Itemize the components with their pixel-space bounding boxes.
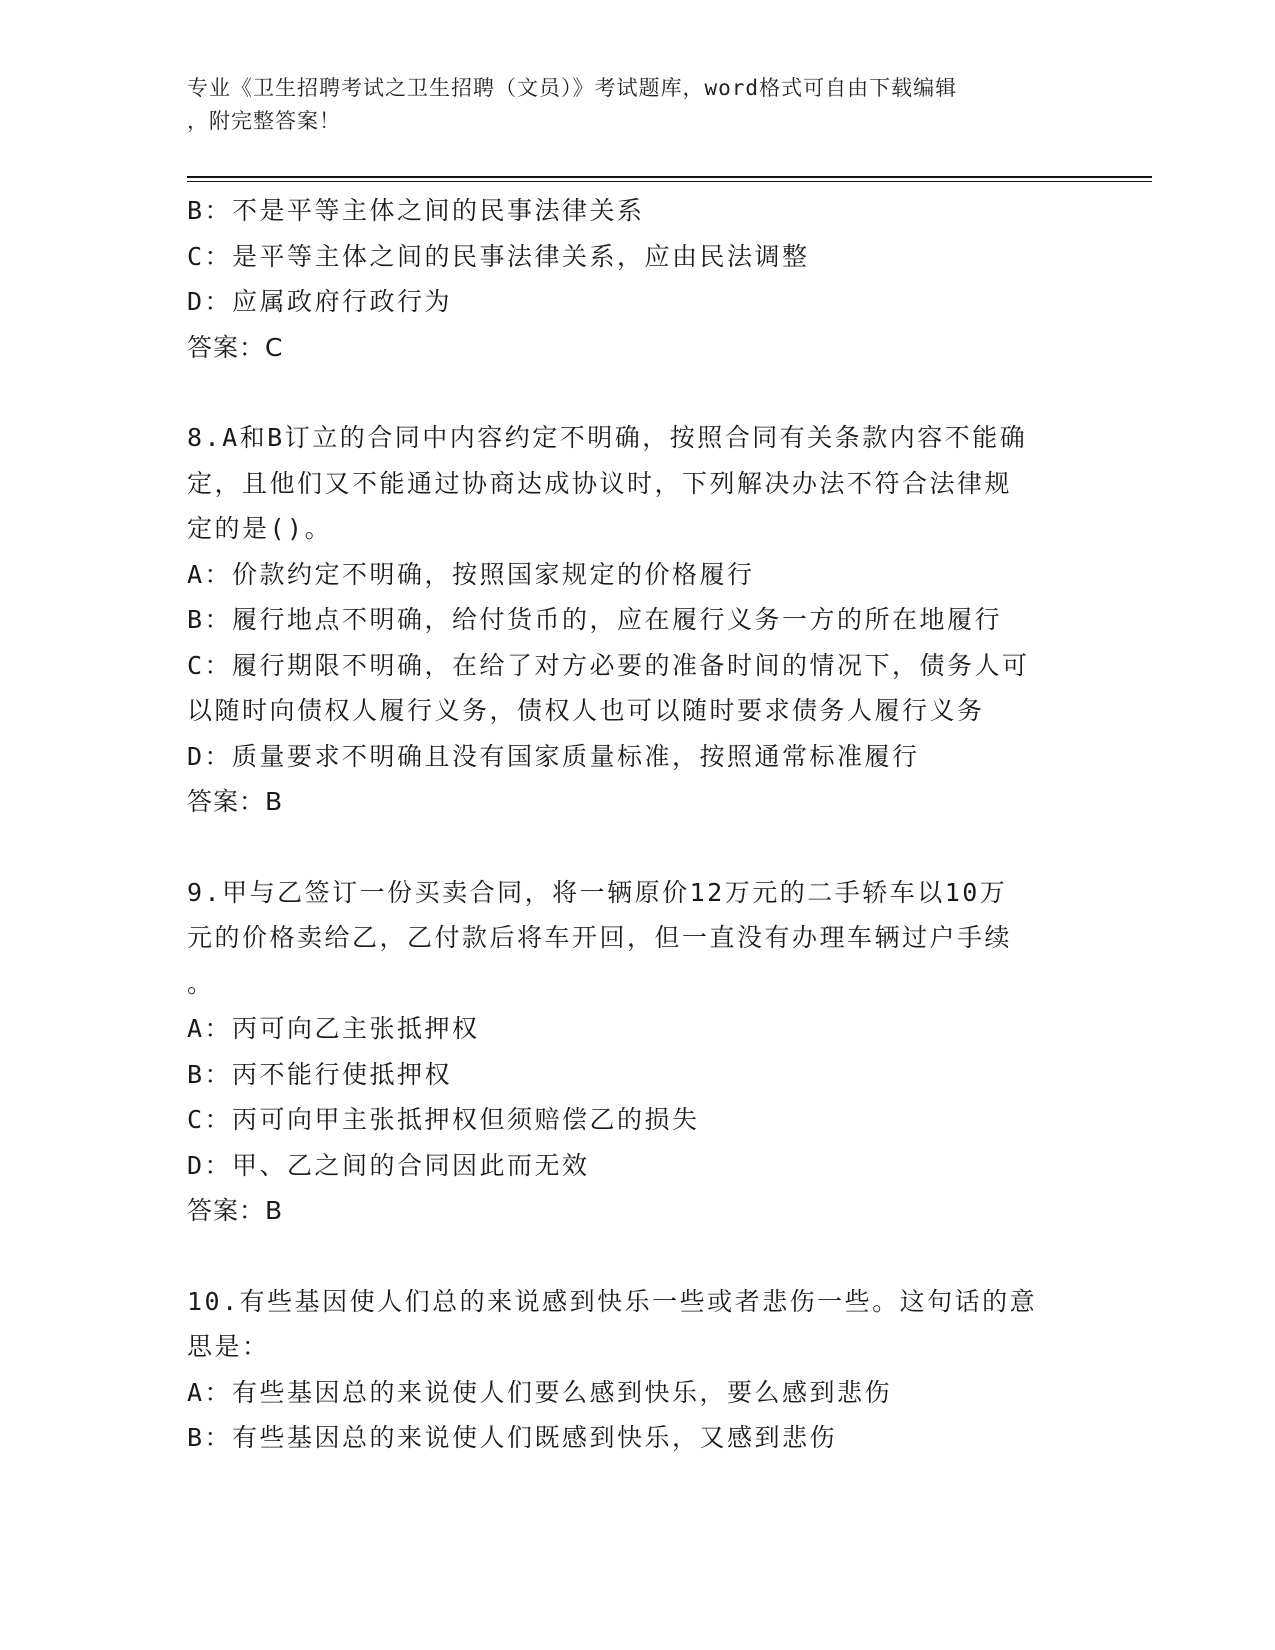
question-content: [187, 188, 1087, 1461]
q10-option-a: A：有些基因总的来说使人们要么感到快乐，要么感到悲伤: [187, 1377, 893, 1407]
header-rule-thin: [187, 181, 1152, 182]
q9-option-b: B：丙不能行使抵押权: [187, 1059, 453, 1089]
spacer: [187, 1234, 1087, 1279]
q8-option-b: B：履行地点不明确，给付货币的，应在履行义务一方的所在地履行: [187, 605, 1003, 634]
q9-answer: 答案：B: [187, 1196, 284, 1225]
q7-option-c: C：是平等主体之间的民事法律关系，应由民法调整: [187, 241, 810, 271]
q9-stem-line-1: 9.甲与乙签订一份买卖合同，将一辆原价12万元的二手轿车以10万: [187, 877, 1008, 907]
spacer: [187, 825, 1087, 870]
q10-option-b: B：有些基因总的来说使人们既感到快乐，又感到悲伤: [187, 1423, 838, 1452]
q10-stem-line-2: 思是：: [187, 1332, 270, 1361]
question-8: [187, 415, 1087, 825]
q9-stem-line-2: 元的价格卖给乙，乙付款后将车开回，但一直没有办理车辆过户手续: [187, 923, 1013, 952]
question-7-tail: [187, 188, 1087, 370]
header-rule-thick: [187, 176, 1152, 178]
q9-option-c: C：丙可向甲主张抵押权但须赔偿乙的损失: [187, 1105, 700, 1134]
q7-answer: 答案：C: [187, 332, 284, 362]
q8-stem-line-1: 8.A和B订立的合同中内容约定不明确，按照合同有关条款内容不能确: [187, 423, 1028, 452]
q9-option-d: D：甲、乙之间的合同因此而无效: [187, 1150, 590, 1180]
header-line-2: ，附完整答案！: [187, 109, 341, 133]
q10-stem-line-1: 10.有些基因使人们总的来说感到快乐一些或者悲伤一些。这句话的意: [187, 1286, 1038, 1316]
q8-answer: 答案：B: [187, 787, 284, 816]
q9-stem-line-3: 。: [187, 968, 215, 998]
question-9: [187, 870, 1087, 1234]
q8-option-d: D：质量要求不明确且没有国家质量标准，按照通常标准履行: [187, 741, 920, 771]
q8-option-c-line-2: 以随时向债权人履行义务，债权人也可以随时要求债务人履行义务: [187, 696, 985, 725]
spacer: [187, 370, 1087, 415]
q7-option-d: D：应属政府行政行为: [187, 287, 453, 316]
q8-option-a: A：价款约定不明确，按照国家规定的价格履行: [187, 559, 755, 589]
q8-option-c-line-1: C：履行期限不明确，在给了对方必要的准备时间的情况下，债务人可: [187, 650, 1030, 680]
header-line-1: 专业《卫生招聘考试之卫生招聘（文员）》考试题库，word格式可自由下载编辑: [187, 76, 958, 100]
question-10: [187, 1279, 1087, 1461]
q9-option-a: A：丙可向乙主张抵押权: [187, 1014, 480, 1043]
document-header: [187, 72, 1067, 138]
q8-stem-line-3: 定的是()。: [187, 514, 333, 543]
q8-stem-line-2: 定，且他们又不能通过协商达成协议时，下列解决办法不符合法律规: [187, 468, 1013, 498]
q7-option-b: B：不是平等主体之间的民事法律关系: [187, 196, 645, 225]
